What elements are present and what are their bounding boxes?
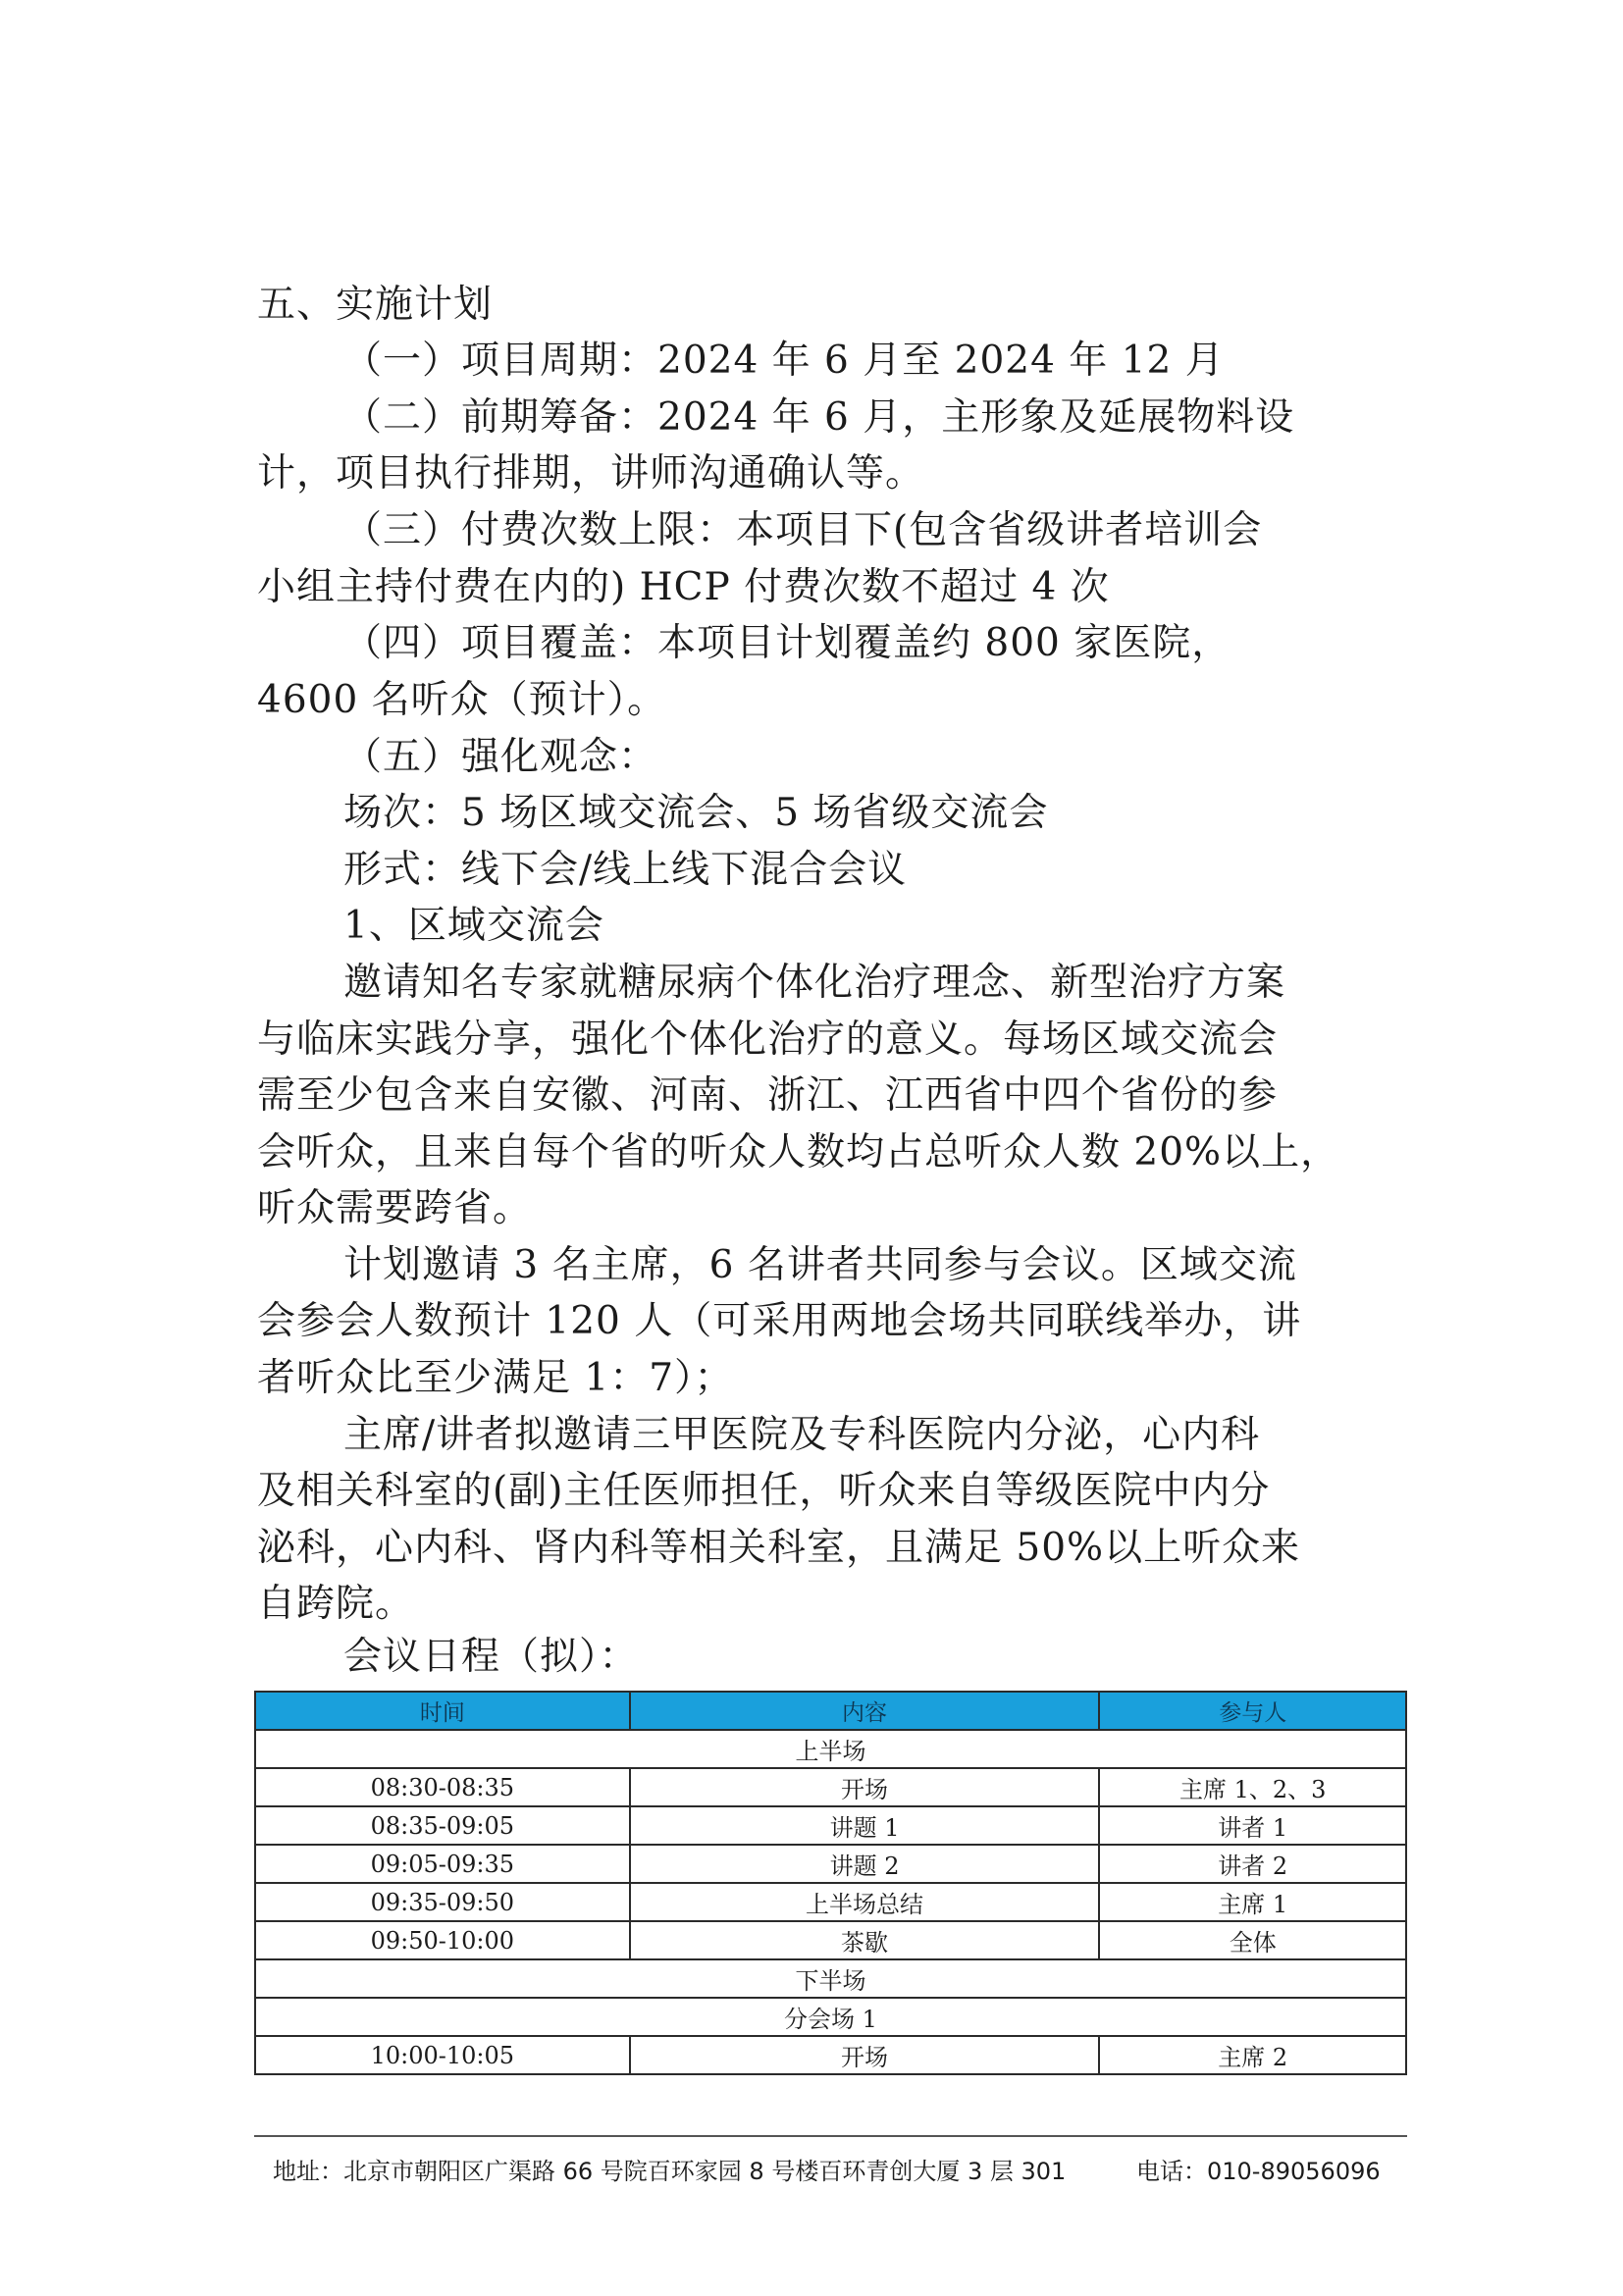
section-title: 五、实施计划 (257, 283, 494, 327)
item-coverage-cont: 4600 名听众（预计）。 (257, 678, 667, 722)
item-coverage: （四）项目覆盖：本项目计划覆盖约 800 家医院， (343, 621, 1231, 665)
header-time: 时间 (255, 1692, 630, 1730)
table-section-row (255, 1730, 1406, 1768)
cell-participants: 讲者 2 (1099, 1845, 1406, 1883)
cell-participants: 讲者 1 (1099, 1806, 1406, 1845)
paragraph-line: 与临床实践分享，强化个体化治疗的意义。每场区域交流会 (257, 1018, 1279, 1062)
subheading-regional: 1、区域交流会 (343, 904, 604, 948)
cell-content: 讲题 2 (630, 1845, 1100, 1883)
cell-content: 茶歇 (630, 1921, 1100, 1959)
section-lower: 下半场 (255, 1959, 1406, 1998)
cell-participants: 主席 1、2、3 (1099, 1768, 1406, 1806)
table-row (255, 1768, 1406, 1806)
footer (273, 2155, 1381, 2188)
header-participants: 参与人 (1099, 1692, 1406, 1730)
subsection-venue-1: 分会场 1 (255, 1998, 1406, 2036)
cell-content: 开场 (630, 2036, 1100, 2074)
paragraph-line: 泌科，心内科、肾内科等相关科室，且满足 50%以上听众来 (257, 1526, 1301, 1570)
paragraph-line: 听众需要跨省。 (257, 1186, 533, 1230)
paragraph-line: 者听众比至少满足 1：7）； (257, 1356, 734, 1400)
cell-content: 开场 (630, 1768, 1100, 1806)
item-project-period: （一）项目周期：2024 年 6 月至 2024 年 12 月 (343, 339, 1225, 383)
item-preparation: （二）前期筹备：2024 年 6 月，主形象及延展物料设 (343, 395, 1295, 440)
header-content: 内容 (630, 1692, 1100, 1730)
cell-time: 08:30-08:35 (255, 1768, 630, 1806)
footer-address: 地址：北京市朝阳区广渠路 66 号院百环家园 8 号楼百环青创大厦 3 层 301 (273, 2158, 1067, 2185)
cell-participants: 主席 1 (1099, 1883, 1406, 1921)
cell-participants: 全体 (1099, 1921, 1406, 1959)
paragraph-line: 及相关科室的(副)主任医师担任，听众来自等级医院中内分 (257, 1469, 1271, 1513)
item-preparation-cont: 计，项目执行排期，讲师沟通确认等。 (257, 451, 925, 496)
item-payment-limit-cont: 小组主持付费在内的) HCP 付费次数不超过 4 次 (257, 565, 1110, 609)
paragraph-line: 会听众，且来自每个省的听众人数均占总听众人数 20%以上， (257, 1130, 1340, 1174)
section-upper: 上半场 (255, 1730, 1406, 1768)
table-section-row (255, 1998, 1406, 2036)
paragraph-line: 计划邀请 3 名主席，6 名讲者共同参与会议。区域交流 (343, 1243, 1297, 1287)
table-header-row (255, 1692, 1406, 1730)
paragraph-line: 邀请知名专家就糖尿病个体化治疗理念、新型治疗方案 (343, 961, 1286, 1005)
paragraph-line: 主席/讲者拟邀请三甲医院及专科医院内分泌，心内科 (343, 1413, 1261, 1457)
paragraph-line: 会参会人数预计 120 人（可采用两地会场共同联线举办，讲 (257, 1299, 1302, 1343)
table-row (255, 2036, 1406, 2074)
cell-content: 讲题 1 (630, 1806, 1100, 1845)
table-section-row (255, 1959, 1406, 1998)
cell-participants: 主席 2 (1099, 2036, 1406, 2074)
cell-time: 09:05-09:35 (255, 1845, 630, 1883)
item-sessions: 场次：5 场区域交流会、5 场省级交流会 (343, 791, 1049, 835)
item-payment-limit: （三）付费次数上限：本项目下(包含省级讲者培训会 (343, 508, 1263, 552)
schedule-table (254, 1691, 1407, 2075)
cell-time: 08:35-09:05 (255, 1806, 630, 1845)
schedule-caption: 会议日程（拟）： (343, 1635, 639, 1679)
item-reinforce: （五）强化观念： (343, 735, 658, 779)
table-row (255, 1921, 1406, 1959)
table-row (255, 1883, 1406, 1921)
item-format: 形式：线下会/线上线下混合会议 (343, 848, 908, 892)
paragraph-line: 需至少包含来自安徽、河南、浙江、江西省中四个省份的参 (257, 1073, 1279, 1118)
footer-divider (254, 2135, 1407, 2137)
paragraph-line: 自跨院。 (257, 1582, 415, 1626)
footer-phone: 电话：010-89056096 (1136, 2158, 1381, 2185)
cell-content: 上半场总结 (630, 1883, 1100, 1921)
cell-time: 09:35-09:50 (255, 1883, 630, 1921)
table-row (255, 1845, 1406, 1883)
table-row (255, 1806, 1406, 1845)
cell-time: 10:00-10:05 (255, 2036, 630, 2074)
cell-time: 09:50-10:00 (255, 1921, 630, 1959)
